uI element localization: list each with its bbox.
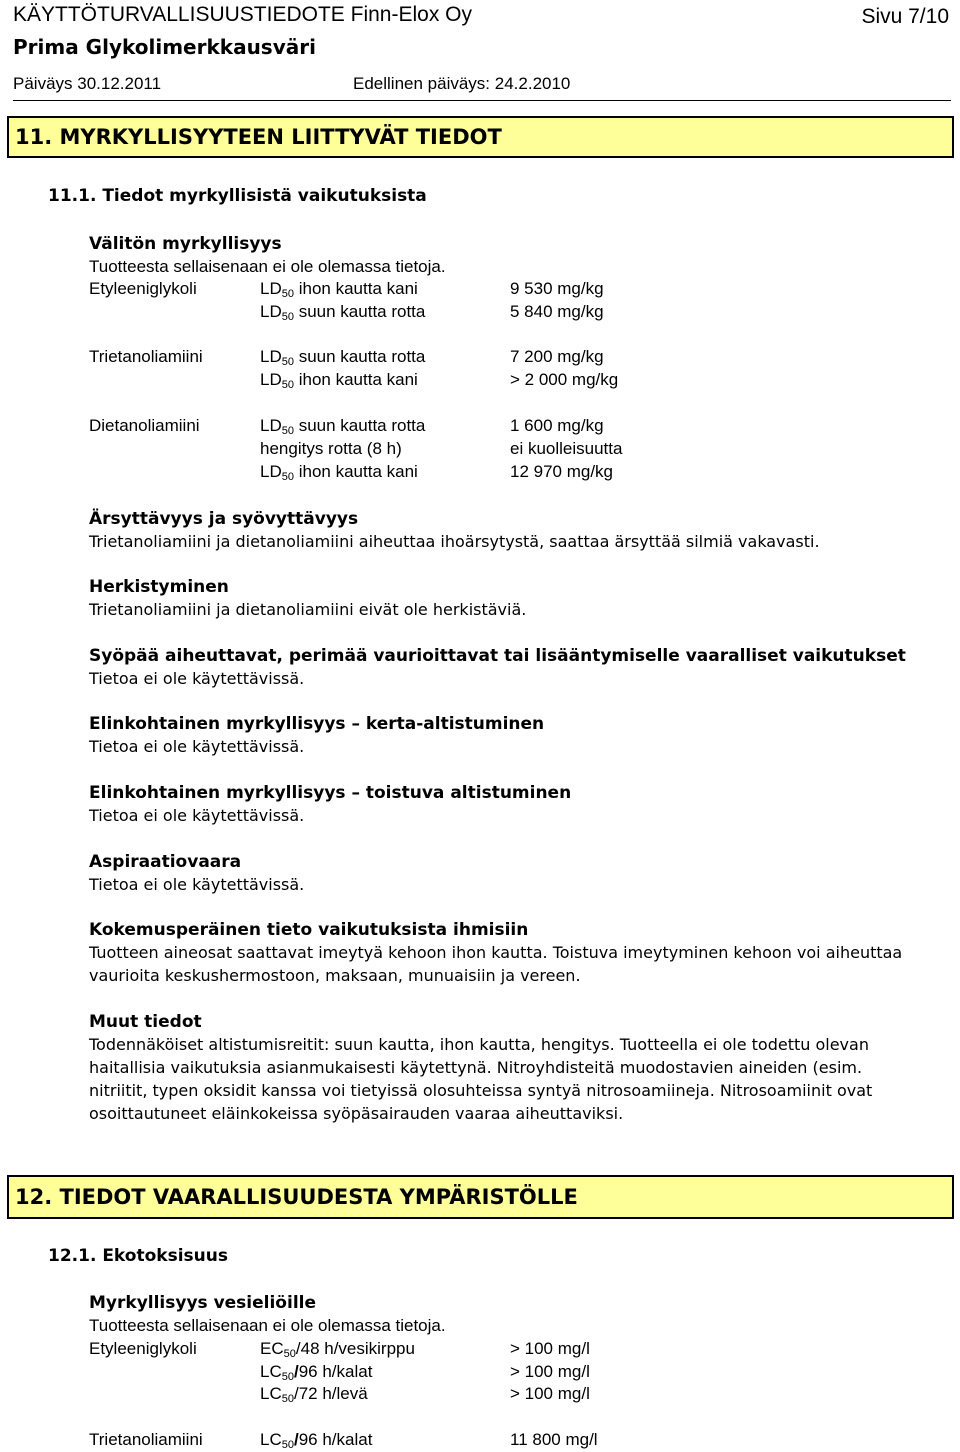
other-info-line: Todennäköiset altistumisreitit: suun kautta, ihon kautta, hengitys. Tuotteella ei ole todettu olevan [89, 1035, 869, 1054]
stot-repeated-heading: Elinkohtainen myrkyllisyys – toistuva altistuminen [89, 783, 572, 803]
section-12-header [7, 1175, 954, 1219]
cmr-text: Tietoa ei ole käytettävissä. [89, 669, 305, 688]
stot-repeated-text: Tietoa ei ole käytettävissä. [89, 806, 305, 825]
lc50-test: $LC_{50}/96$ h/kalat [260, 1430, 373, 1451]
aspiration-heading: Aspiraatiovaara [89, 852, 242, 872]
other-info-line: osoittautuneet eläinkokeissa syöpäsairauden vaaraa aiheuttaviksi. [89, 1104, 624, 1123]
ld50-value: > 2 000 mg/kg [510, 370, 619, 389]
ec50-test: $EC_{50}/48$ h/vesikirppu [260, 1339, 415, 1360]
other-info-line: haitallisia vaikutuksia asianmukaisesti käytettynä. Nitroyhdisteitä muodostavien aineiden (esim. [89, 1058, 863, 1077]
human-experience-heading: Kokemusperäinen tieto vaikutuksista ihmisiin [89, 920, 529, 940]
aquatic-toxicity-note: Tuotteesta sellaisenaan ei ole olemassa tietoja. [89, 1316, 446, 1335]
ld50-value: 7 200 mg/kg [510, 347, 604, 366]
aquatic-value: 11 800 mg/l [510, 1430, 598, 1449]
document-title: KÄYTTÖTURVALLISUUSTIEDOTE Finn-Elox Oy [13, 3, 472, 26]
ld50-test: $LD_{50}$ ihon kautta kani [260, 462, 418, 483]
substance-name: Etyleeniglykoli [89, 279, 197, 298]
inhalation-value: ei kuolleisuutta [510, 439, 623, 458]
aspiration-text: Tietoa ei ole käytettävissä. [89, 875, 305, 894]
other-info-line: nitriitit, typen oksidit kanssa voi tietyissä olosuhteissa syntyä nitrosoamiineja. Nitrosoamiinit ovat [89, 1081, 873, 1100]
product-name: Prima Glykolimerkkausväri [13, 35, 316, 59]
ld50-test: $LD_{50}$ suun kautta rotta [260, 347, 426, 368]
irritation-heading: Ärsyttävyys ja syövyttävyys [89, 509, 359, 529]
ld50-test: $LD_{50}$ ihon kautta kani [260, 279, 418, 300]
aquatic-value: > 100 mg/l [510, 1384, 590, 1403]
section-12-title: 12. TIEDOT VAARALLISUUDESTA YMPÄRISTÖLLE [15, 1185, 578, 1209]
sensitisation-text: Trietanoliamiini ja dietanoliamiini eivät ole herkistäviä. [89, 600, 527, 619]
subsection-11-1-title: 11.1. Tiedot myrkyllisistä vaikutuksista [48, 186, 427, 206]
stot-single-text: Tietoa ei ole käytettävissä. [89, 737, 305, 756]
cmr-heading: Syöpää aiheuttavat, perimää vaurioittavat tai lisääntymiselle vaaralliset vaikutukset [89, 646, 906, 666]
substance-name: Trietanoliamiini [89, 347, 203, 366]
human-experience-line: Tuotteen aineosat saattavat imeytyä kehoon ihon kautta. Toistuva imeytyminen kehoon voi aiheuttaa [89, 943, 903, 962]
substance-name: Dietanoliamiini [89, 416, 200, 435]
substance-name: Trietanoliamiini [89, 1430, 203, 1449]
ld50-test: $LD_{50}$ ihon kautta kani [260, 370, 418, 391]
subsection-12-1-title: 12.1. Ekotoksisuus [48, 1246, 228, 1266]
aquatic-toxicity-heading: Myrkyllisyys vesieliöille [89, 1293, 317, 1313]
aquatic-value: > 100 mg/l [510, 1362, 590, 1381]
acute-toxicity-heading: Välitön myrkyllisyys [89, 234, 282, 254]
issue-date: Päiväys 30.12.2011 [13, 74, 162, 93]
lc50-test: $LC_{50}/72$ h/levä [260, 1384, 368, 1405]
page-number: Sivu 7/10 [861, 5, 949, 28]
substance-name: Etyleeniglykoli [89, 1339, 197, 1358]
ld50-value: 12 970 mg/kg [510, 462, 614, 481]
ld50-test: $LD_{50}$ suun kautta rotta [260, 416, 426, 437]
ld50-value: 1 600 mg/kg [510, 416, 604, 435]
human-experience-line: vaurioita keskushermostoon, maksaan, munuaisiin ja vereen. [89, 966, 581, 985]
section-11-title: 11. MYRKYLLISYYTEEN LIITTYVÄT TIEDOT [15, 125, 502, 149]
ld50-value: 9 530 mg/kg [510, 279, 604, 298]
irritation-text: Trietanoliamiini ja dietanoliamiini aiheuttaa ihoärsytystä, saattaa ärsyttää silmiä vakavasti. [89, 532, 820, 551]
acute-toxicity-note: Tuotteesta sellaisenaan ei ole olemassa tietoja. [89, 257, 446, 276]
aquatic-value: > 100 mg/l [510, 1339, 590, 1358]
header-divider [13, 100, 951, 101]
ld50-value: 5 840 mg/kg [510, 302, 604, 321]
section-11-header [7, 116, 954, 158]
sensitisation-heading: Herkistyminen [89, 577, 229, 597]
inhalation-test: hengitys rotta (8 h) [260, 439, 402, 458]
other-info-heading: Muut tiedot [89, 1012, 202, 1032]
lc50-test: $LC_{50}/96$ h/kalat [260, 1362, 373, 1383]
previous-date: Edellinen päiväys: 24.2.2010 [353, 74, 571, 93]
ld50-test: $LD_{50}$ suun kautta rotta [260, 302, 426, 323]
stot-single-heading: Elinkohtainen myrkyllisyys – kerta-altistuminen [89, 714, 545, 734]
